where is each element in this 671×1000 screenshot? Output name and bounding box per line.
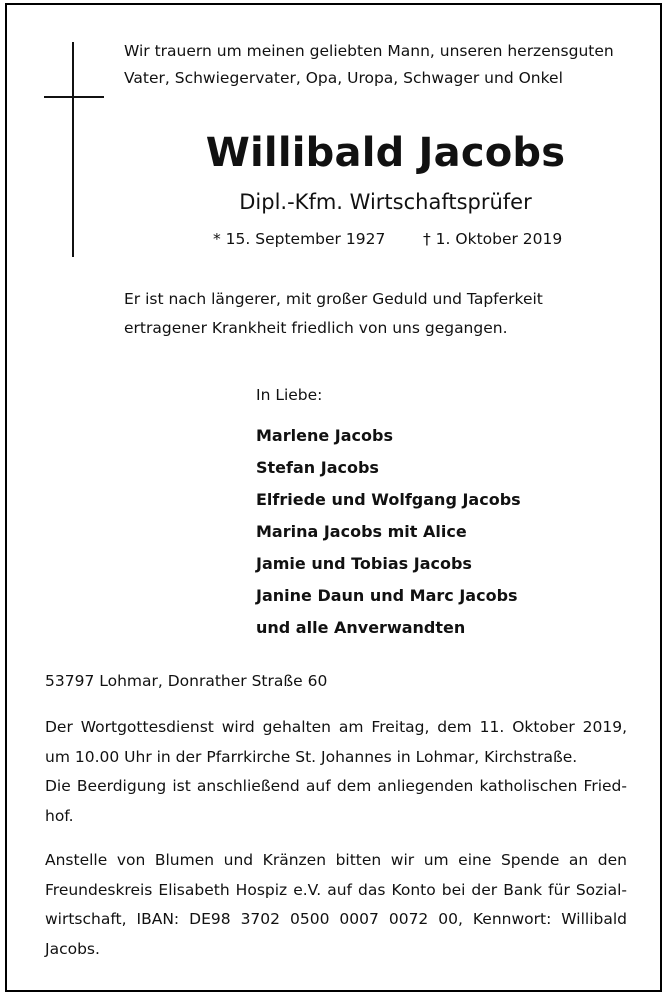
intro-line: Wir trauern um meinen geliebten Mann, unseren herzensguten <box>124 42 614 60</box>
mourners-label: In Liebe: <box>256 386 323 404</box>
address: 53797 Lohmar, Donrather Straße 60 <box>45 672 328 690</box>
donation-line: wirtschaft, IBAN: DE98 3702 0500 0007 0072 00, Kennwort: Willibald <box>45 910 627 928</box>
mourners-list <box>256 420 521 644</box>
mourner-name: und alle Anverwandten <box>256 618 466 637</box>
service-line: Die Beerdigung ist anschließend auf dem anliegenden katholischen Fried- <box>45 777 627 795</box>
service-line: Der Wortgottesdienst wird gehalten am Freitag, dem 11. Oktober 2019, <box>45 718 627 736</box>
donation-line: Anstelle von Blumen und Kränzen bitten wir um eine Spende an den <box>45 851 627 869</box>
notice-text <box>124 285 644 343</box>
mourner-name: Marina Jacobs mit Alice <box>256 522 467 541</box>
mourner-name: Elfriede und Wolfgang Jacobs <box>256 490 521 509</box>
mourner-name: Marlene Jacobs <box>256 426 393 445</box>
intro-line: Vater, Schwiegervater, Opa, Uropa, Schwager und Onkel <box>124 69 563 87</box>
deceased-name: Willibald Jacobs <box>205 130 566 176</box>
intro-text <box>124 38 644 92</box>
service-line: um 10.00 Uhr in der Pfarrkirche St. Johannes in Lohmar, Kirchstraße. <box>45 747 578 766</box>
death-date: † 1. Oktober 2019 <box>423 230 563 248</box>
mourner-name: Janine Daun und Marc Jacobs <box>256 586 518 605</box>
notice-line: ertragener Krankheit friedlich von uns gegangen. <box>124 319 508 337</box>
donation-line: Freundeskreis Elisabeth Hospiz e.V. auf das Konto bei der Bank für Sozial- <box>45 880 627 899</box>
donation-paragraph <box>45 846 627 964</box>
mourner-name: Jamie und Tobias Jacobs <box>256 554 472 573</box>
cross-icon-horizontal <box>44 96 104 98</box>
service-paragraph <box>45 713 627 831</box>
deceased-title: Dipl.-Kfm. Wirtschaftsprüfer <box>239 190 532 214</box>
notice-line: Er ist nach längerer, mit großer Geduld und Tapferkeit <box>124 290 543 308</box>
service-line: hof. <box>45 806 74 825</box>
birth-date: * 15. September 1927 <box>213 230 386 248</box>
mourner-name: Stefan Jacobs <box>256 458 379 477</box>
donation-line: Jacobs. <box>45 939 100 958</box>
